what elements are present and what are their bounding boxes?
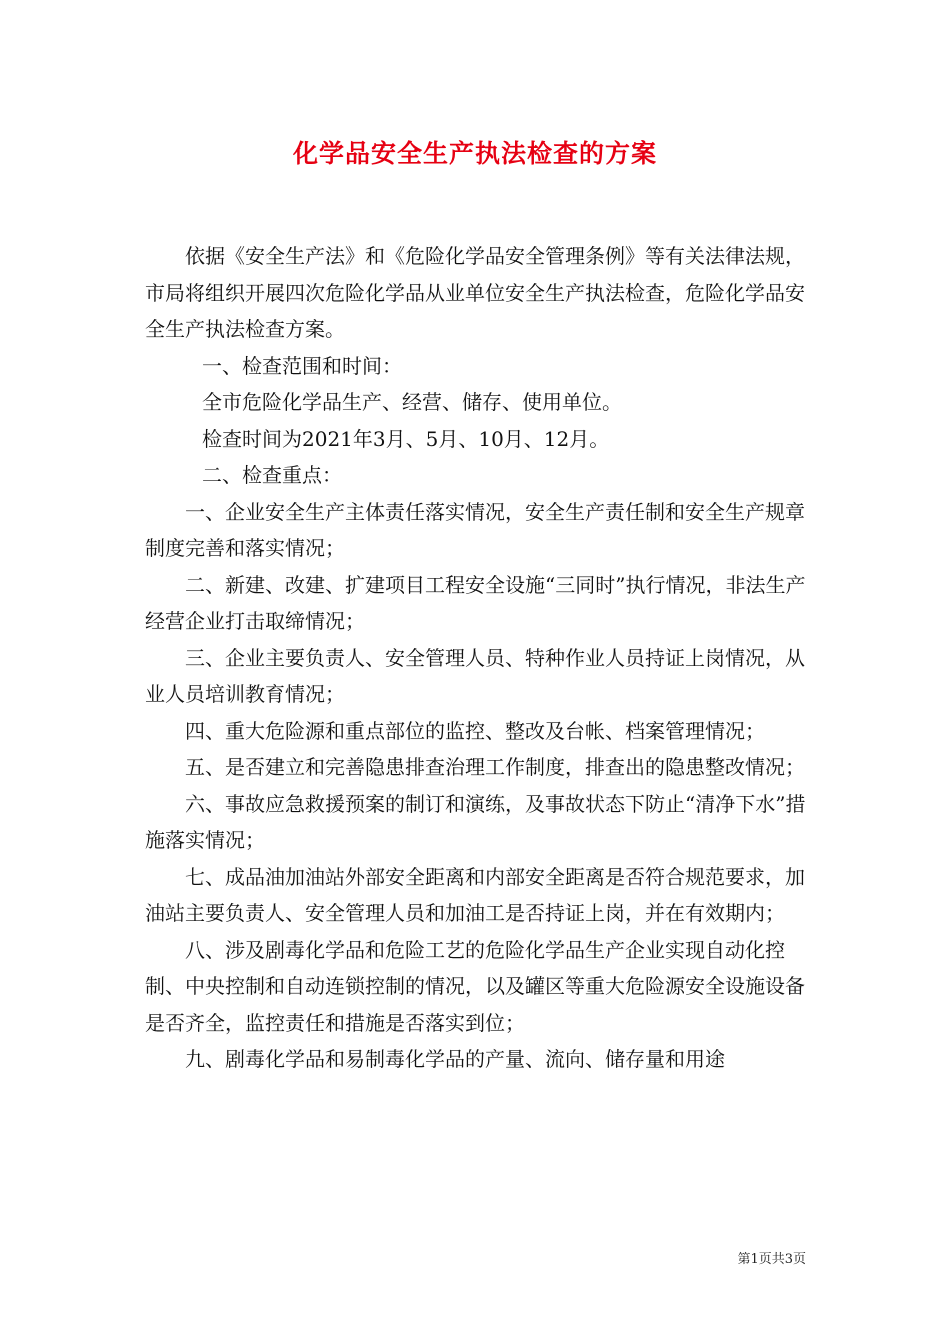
paragraph-scope: 全市危险化学品生产、经营、储存、使用单位。 (202, 390, 622, 414)
paragraph-section-2-heading: 二、检查重点： (202, 463, 342, 487)
paragraph-intro: 依据《安全生产法》和《危险化学品安全管理条例》等有关法律法规，市局将组织开展四次危险化学品从业单位安全生产执法检查，危险化学品安全生产执法检查方案。 (145, 244, 805, 341)
document-title: 化学品安全生产执法检查的方案 (292, 139, 657, 168)
paragraph-item-7: 七、成品油加油站外部安全距离和内部安全距离是否符合规范要求，加油站主要负责人、安全管理人员和加油工是否持证上岗，并在有效期内； (145, 864, 805, 925)
paragraph-item-9: 九、剧毒化学品和易制毒化学品的产量、流向、储存量和用途 (185, 1047, 725, 1071)
paragraph-section-1-heading: 一、检查范围和时间： (202, 353, 402, 378)
paragraph-item-6: 六、事故应急救援预案的制订和演练，及事故状态下防止“清净下水”措施落实情况； (145, 791, 806, 852)
paragraph-item-5: 五、是否建立和完善隐患排查治理工作制度，排查出的隐患整改情况； (185, 755, 805, 779)
paragraph-item-2: 二、新建、改建、扩建项目工程安全设施“三同时”执行情况，非法生产经营企业打击取缔情况； (145, 572, 806, 633)
paragraph-item-3: 三、企业主要负责人、安全管理人员、特种作业人员持证上岗情况，从业人员培训教育情况； (145, 645, 805, 706)
paragraph-item-4: 四、重大危险源和重点部位的监控、整改及台帐、档案管理情况； (185, 718, 765, 743)
page-number: 第1页共3页 (737, 1252, 806, 1267)
document-body (145, 238, 815, 1078)
paragraph-schedule: 检查时间为2021年3月、5月、10月、12月。 (202, 426, 610, 451)
paragraph-item-1: 一、企业安全生产主体责任落实情况，安全生产责任制和安全生产规章制度完善和落实情况； (145, 499, 805, 560)
paragraph-item-8: 八、涉及剧毒化学品和危险工艺的危险化学品生产企业实现自动化控制、中央控制和自动连锁控制的情况，以及罐区等重大危险源安全设施设备是否齐全，监控责任和措施是否落实到位； (145, 937, 805, 1035)
